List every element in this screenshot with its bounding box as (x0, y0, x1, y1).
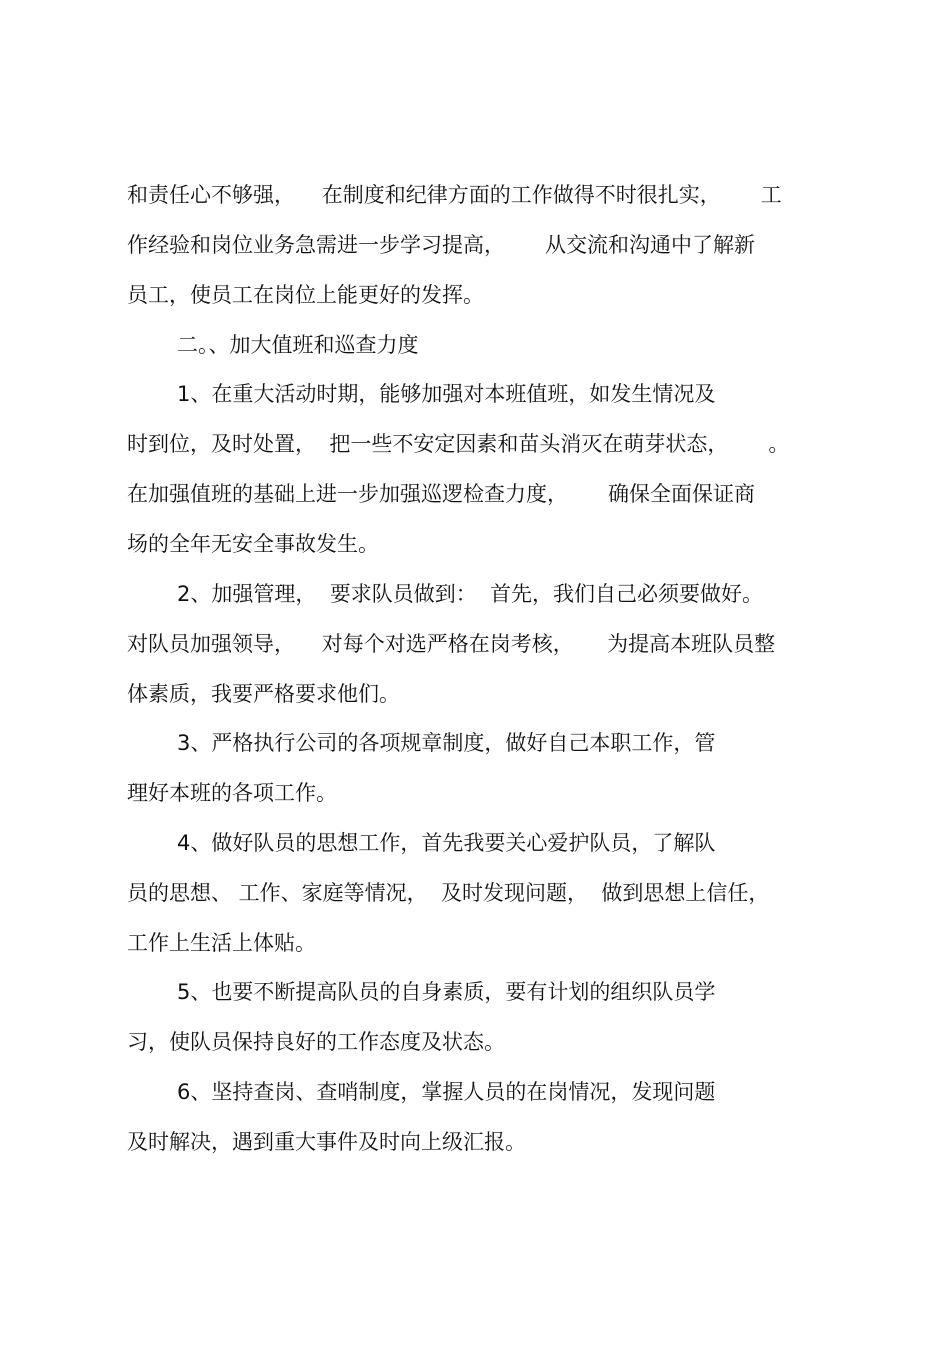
text-line: 作经验和岗位业务急需进一步学习提高， 从交流和沟通中了解新 (127, 233, 756, 257)
text-line: 时到位，及时处置， 把一些不安定因素和苗头消灭在萌芽状态， 。 (127, 432, 790, 456)
text-line: 2、加强管理， 要求队员做到： 首先，我们自己必须要做好。 (177, 582, 764, 606)
text-line: 3、严格执行公司的各项规章制度，做好自己本职工作，管 (177, 731, 716, 755)
text-line: 5、也要不断提高队员的自身素质，要有计划的组织队员学 (177, 980, 716, 1004)
section-heading: 二。、加大值班和巡查力度 (177, 333, 419, 357)
text-line: 及时解决，遇到重大事件及时向上级汇报。 (127, 1130, 526, 1154)
text-line: 对队员加强领导， 对每个对选严格在岗考核， 为提高本班队员整 (127, 632, 776, 656)
text-line: 体素质，我要严格要求他们。 (127, 682, 400, 706)
text-line: 习，使队员保持良好的工作态度及状态。 (127, 1030, 505, 1054)
text-line: 6、坚持查岗、查哨制度，掌握人员的在岗情况，发现问题 (177, 1080, 716, 1104)
text-line: 员工，使员工在岗位上能更好的发挥。 (127, 283, 484, 307)
text-line: 工作上生活上体贴。 (127, 931, 316, 955)
text-line: 场的全年无安全事故发生。 (127, 532, 379, 556)
text-line: 4、做好队员的思想工作，首先我要关心爱护队员，了解队 (177, 831, 716, 855)
text-line: 在加强值班的基础上进一步加强巡逻检查力度， 确保全面保证商 (127, 482, 756, 506)
text-line: 1、在重大活动时期，能够加强对本班值班，如发生情况及 (177, 382, 716, 406)
text-line: 和责任心不够强， 在制度和纪律方面的工作做得不时很扎实， 工 (127, 183, 782, 207)
text-line: 理好本班的各项工作。 (127, 781, 337, 805)
text-line: 员的思想、 工作、家庭等情况， 及时发现问题， 做到思想上信任， (127, 881, 770, 905)
